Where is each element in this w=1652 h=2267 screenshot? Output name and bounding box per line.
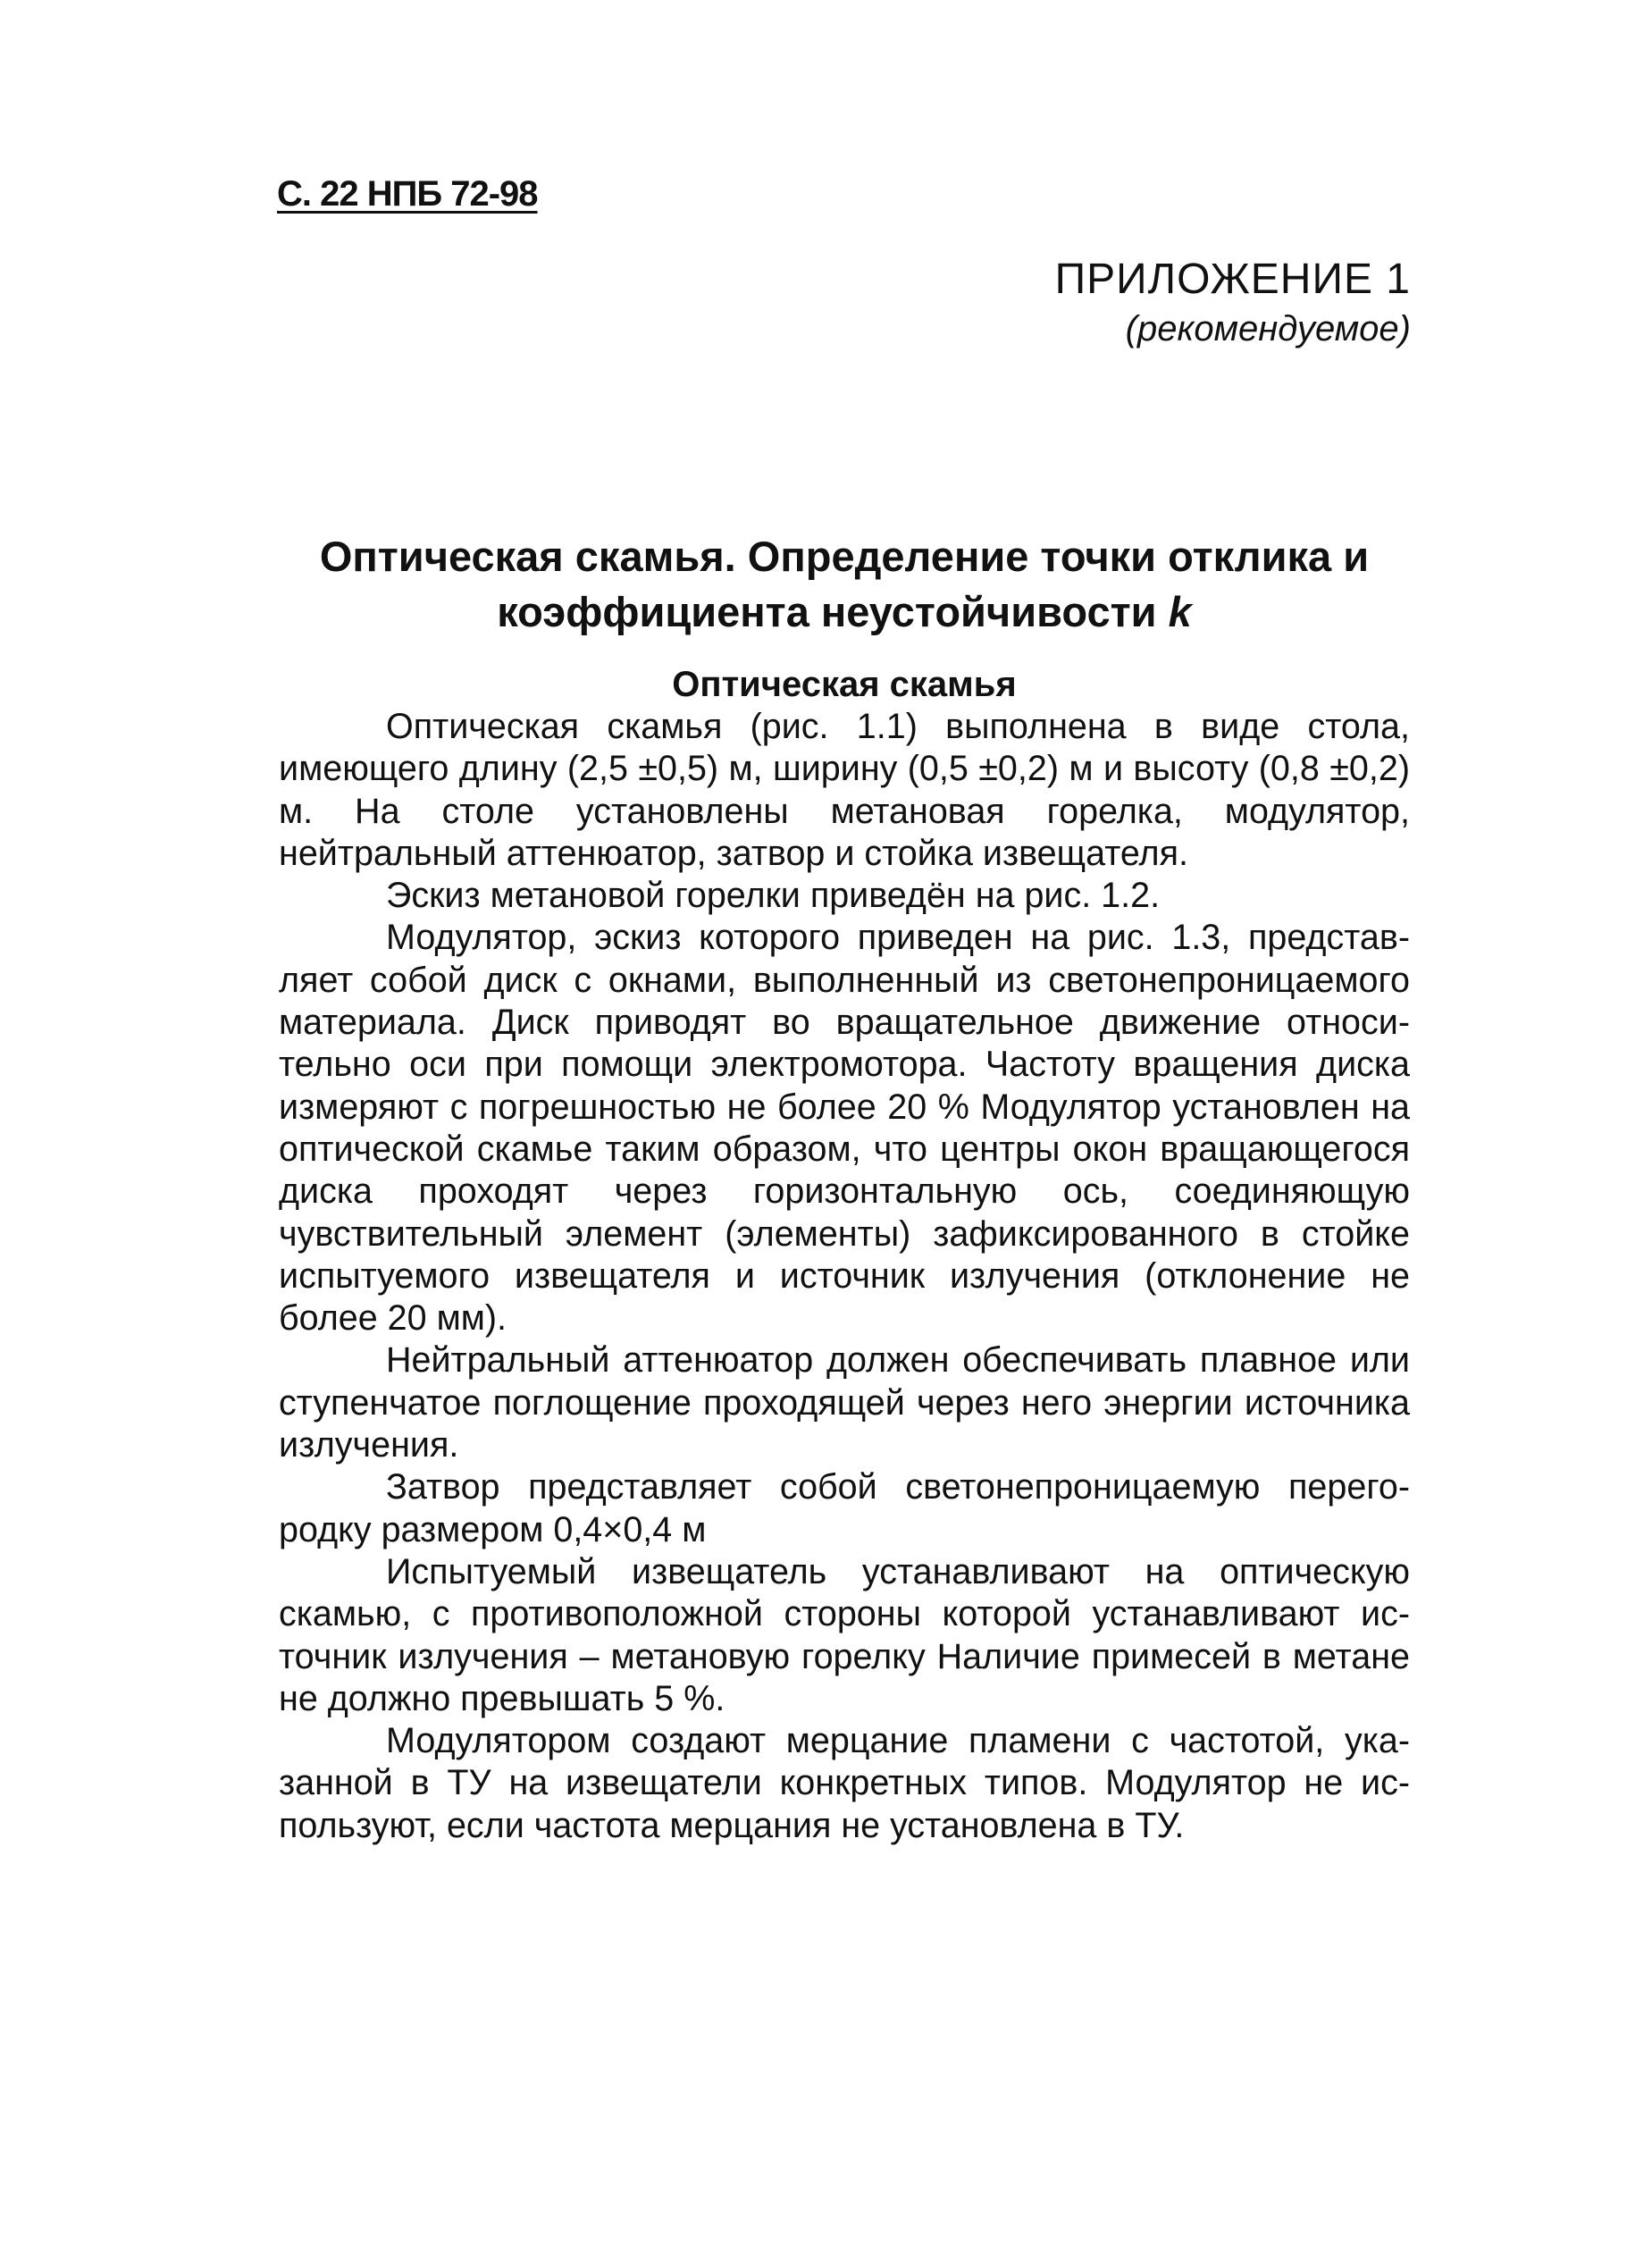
paragraph: Оптическая скамья (рис. 1.1) выполнена в виде стола, имеющего длину (2,5 ±0,5) м, ширину (0,5 ±0,2) м и высоту (0,8 ±0,2) м. На столе установлены метановая горелка, модулятор, нейтральный аттенюатор, затвор и стойка извещателя. xyxy=(279,707,1410,873)
document-title-line-2-text: коэффициента неустойчивости xyxy=(497,588,1169,635)
section-body xyxy=(279,706,1410,1847)
section-heading: Оптическая скамья xyxy=(672,665,1017,704)
appendix-subtitle: (рекомендуемое) xyxy=(1125,309,1411,348)
paragraph: Затвор представляет собой светонепроницаемую перегородку размером 0,4×0,4 м xyxy=(279,1467,1410,1549)
appendix-title: ПРИЛОЖЕНИЕ 1 xyxy=(1054,256,1411,303)
coefficient-symbol: k xyxy=(1168,588,1192,635)
paragraph: Нейтральный аттенюатор должен обеспечивать плавное или ступенчатое поглощение проходящей через него энергии источника излучения. xyxy=(279,1340,1410,1465)
paragraph: Испытуемый извещатель устанавливают на оптическую скамью, с противоположной стороны которой устанавливают источник излучения – метановую горелку Наличие примесей в метане не должно превышать 5 %. xyxy=(279,1551,1410,1718)
paragraph: Эскиз метановой горелки приведён на рис. 1.2. xyxy=(386,876,1161,916)
page-reference: С. 22 НПБ 72-98 xyxy=(277,174,538,214)
document-title-line-2 xyxy=(277,584,1412,640)
paragraph: Модулятор, эскиз которого приведен на рис. 1.3, представляет собой диск с окнами, выполненный из светонепроницаемого материала. Диск приводят во вращательное движение относительно оси при помощи электромотора. Частоту вращения диска измеряют с погрешностью не более 20 % Модулятор установлен на оптической скамье таким образом, что центры окон вращающегося диска проходят через горизонтальную ось, соединяющую чувствительный элемент (элементы) зафиксированного в стойке испытуемого извещателя и источник излучения (отклонение не более 20 мм). xyxy=(279,918,1410,1339)
document-title xyxy=(277,529,1412,640)
document-title-line-1: Оптическая скамья. Определение точки отклика и xyxy=(319,533,1370,580)
paragraph: Модулятором создают мерцание пламени с частотой, указанной в ТУ на извещатели конкретных типов. Модулятор не используют, если частота мерцания не установлена в ТУ. xyxy=(279,1721,1410,1845)
appendix-label xyxy=(1055,255,1411,353)
